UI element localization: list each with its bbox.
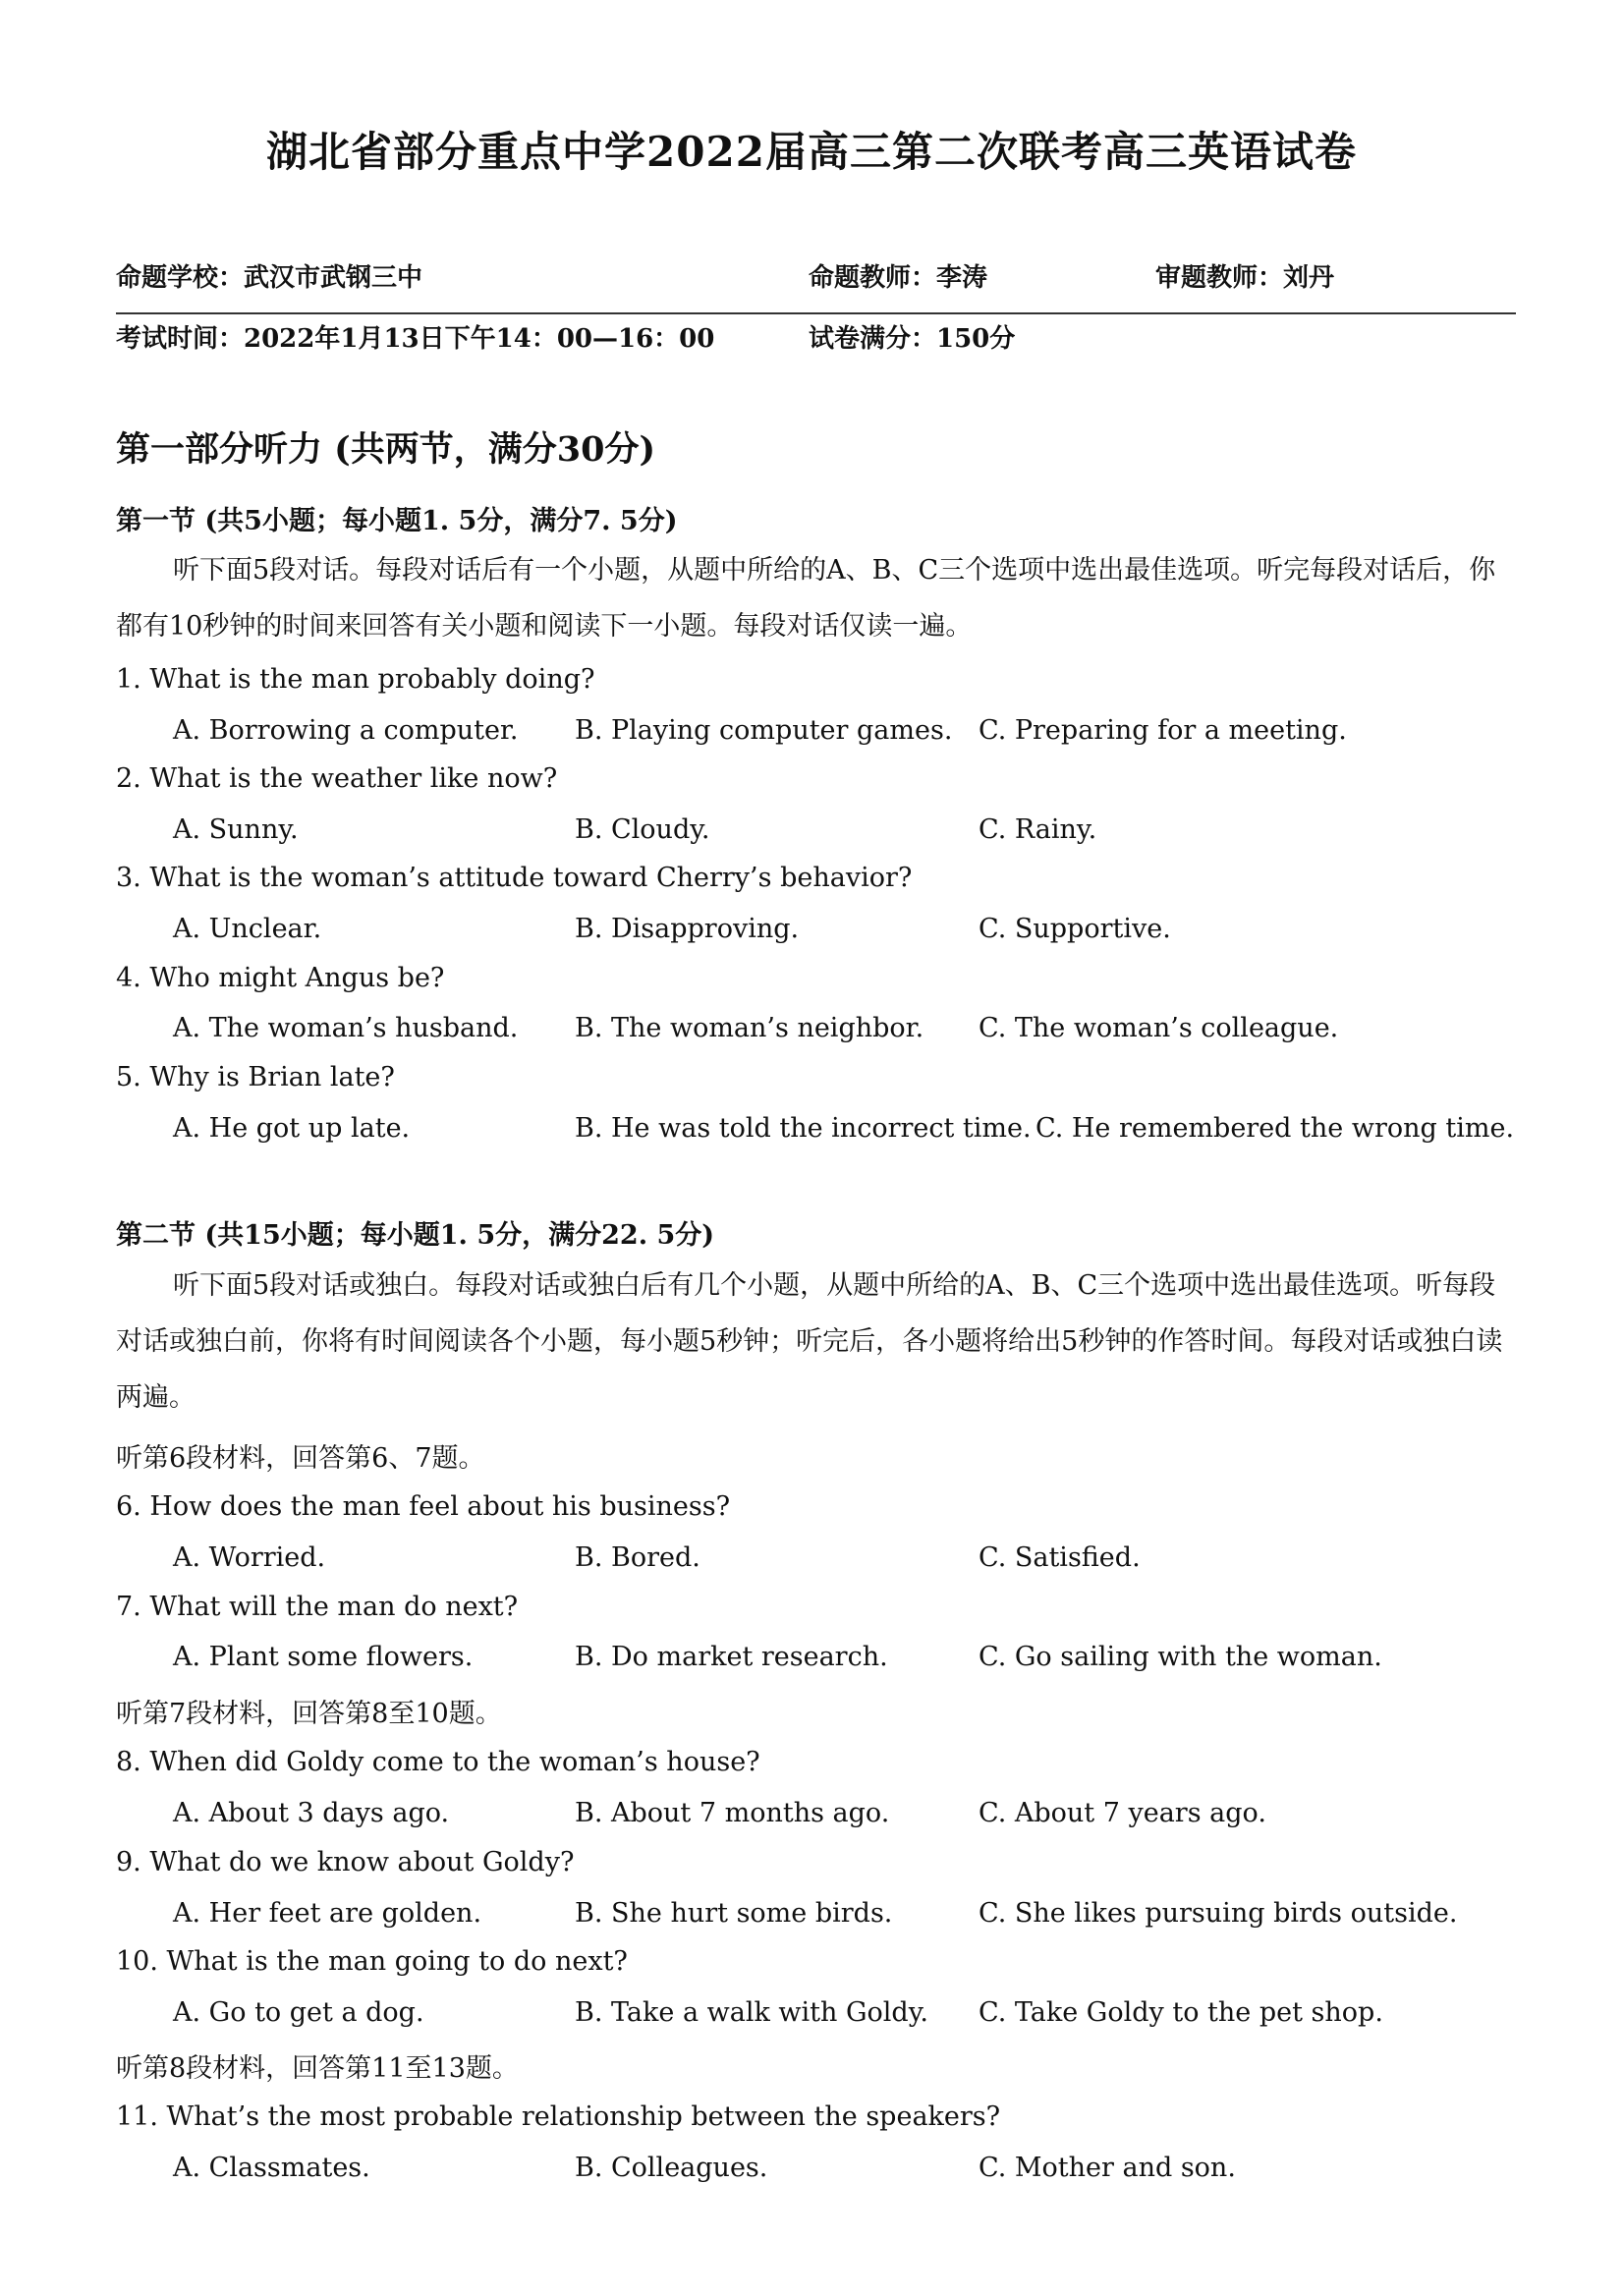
question-8: 8. When did Goldy come to the woman’s house? (116, 1747, 760, 1777)
full-score: 试卷满分：150分 (809, 324, 1016, 354)
option-7b: B. Do market research. (575, 1642, 888, 1672)
option-4c: C. The woman’s colleague. (979, 1013, 1339, 1043)
option-5b: B. He was told the incorrect time. (575, 1113, 1032, 1144)
reviewer-teacher: 审题教师：刘丹 (1155, 263, 1335, 293)
option-7a: A. Plant some flowers. (173, 1642, 474, 1672)
question-2: 2. What is the weather like now? (116, 763, 558, 794)
exam-time: 考试时间：2022年1月13日下午14：00—16：00 (116, 324, 715, 354)
question-1: 1. What is the man probably doing? (116, 664, 595, 695)
option-9a: A. Her feet are golden. (173, 1898, 482, 1929)
option-3a: A. Unclear. (173, 914, 322, 944)
option-11b: B. Colleagues. (575, 2153, 768, 2183)
part1-heading: 第一部分听力 (共两节，满分30分) (116, 429, 656, 470)
setter-teacher: 命题教师：李涛 (809, 263, 988, 293)
question-9: 9. What do we know about Goldy? (116, 1847, 575, 1877)
option-2b: B. Cloudy. (575, 814, 710, 845)
question-4: 4. Who might Angus be? (116, 963, 445, 993)
option-1a: A. Borrowing a computer. (173, 715, 519, 746)
exam-title: 湖北省部分重点中学2022届高三第二次联考高三英语试卷 (266, 128, 1357, 176)
material-6-note: 听第6段材料，回答第6、7题。 (116, 1443, 485, 1474)
question-7: 7. What will the man do next? (116, 1592, 519, 1622)
option-8a: A. About 3 days ago. (173, 1798, 450, 1828)
option-10a: A. Go to get a dog. (173, 1997, 424, 2028)
option-3b: B. Disapproving. (575, 914, 800, 944)
option-6a: A. Worried. (173, 1542, 326, 1573)
section2-heading: 第二节 (共15小题；每小题1. 5分，满分22. 5分) (116, 1220, 715, 1251)
option-8c: C. About 7 years ago. (979, 1798, 1266, 1828)
material-7-note: 听第7段材料，回答第8至10题。 (116, 1699, 502, 1729)
question-6: 6. How does the man feel about his business? (116, 1491, 731, 1522)
option-1c: C. Preparing for a meeting. (979, 715, 1347, 746)
option-2a: A. Sunny. (173, 814, 299, 845)
option-9b: B. She hurt some birds. (575, 1898, 893, 1929)
setter-school: 命题学校：武汉市武钢三中 (116, 263, 423, 293)
section1-instructions (116, 542, 1521, 654)
option-11a: A. Classmates. (173, 2153, 370, 2183)
option-1b: B. Playing computer games. (575, 715, 953, 746)
option-3c: C. Supportive. (979, 914, 1171, 944)
header-divider (116, 312, 1516, 314)
section1-heading: 第一节 (共5小题；每小题1. 5分，满分7. 5分) (116, 506, 678, 536)
question-5: 5. Why is Brian late? (116, 1062, 395, 1092)
option-5a: A. He got up late. (173, 1113, 411, 1144)
option-9c: C. She likes pursuing birds outside. (979, 1898, 1458, 1929)
option-4b: B. The woman’s neighbor. (575, 1013, 924, 1043)
option-6b: B. Bored. (575, 1542, 700, 1573)
question-3: 3. What is the woman’s attitude toward Cherry’s behavior? (116, 863, 913, 893)
option-10b: B. Take a walk with Goldy. (575, 1997, 928, 2028)
option-2c: C. Rainy. (979, 814, 1097, 845)
option-10c: C. Take Goldy to the pet shop. (979, 1997, 1383, 2028)
option-11c: C. Mother and son. (979, 2153, 1236, 2183)
option-4a: A. The woman’s husband. (173, 1013, 519, 1043)
section2-instructions (116, 1258, 1521, 1426)
question-11: 11. What’s the most probable relationship between the speakers? (116, 2101, 1001, 2132)
question-10: 10. What is the man going to do next? (116, 1946, 628, 1977)
option-7c: C. Go sailing with the woman. (979, 1642, 1382, 1672)
section2-instructions-text: 听下面5段对话或独白。每段对话或独白后有几个小题，从题中所给的A、B、C三个选项中选出最佳选项。听每段对话或独白前，你将有时间阅读各个小题，每小题5秒钟；听完后，各小题将给出5秒钟的作答时间。每段对话或独白读两遍。 (116, 1270, 1503, 1413)
option-8b: B. About 7 months ago. (575, 1798, 890, 1828)
section1-instructions-text: 听下面5段对话。每段对话后有一个小题，从题中所给的A、B、C三个选项中选出最佳选项。听完每段对话后，你都有10秒钟的时间来回答有关小题和阅读下一小题。每段对话仅读一遍。 (116, 555, 1496, 642)
material-8-note: 听第8段材料，回答第11至13题。 (116, 2053, 519, 2084)
option-5c: C. He remembered the wrong time. (1035, 1113, 1515, 1144)
option-6c: C. Satisfied. (979, 1542, 1141, 1573)
